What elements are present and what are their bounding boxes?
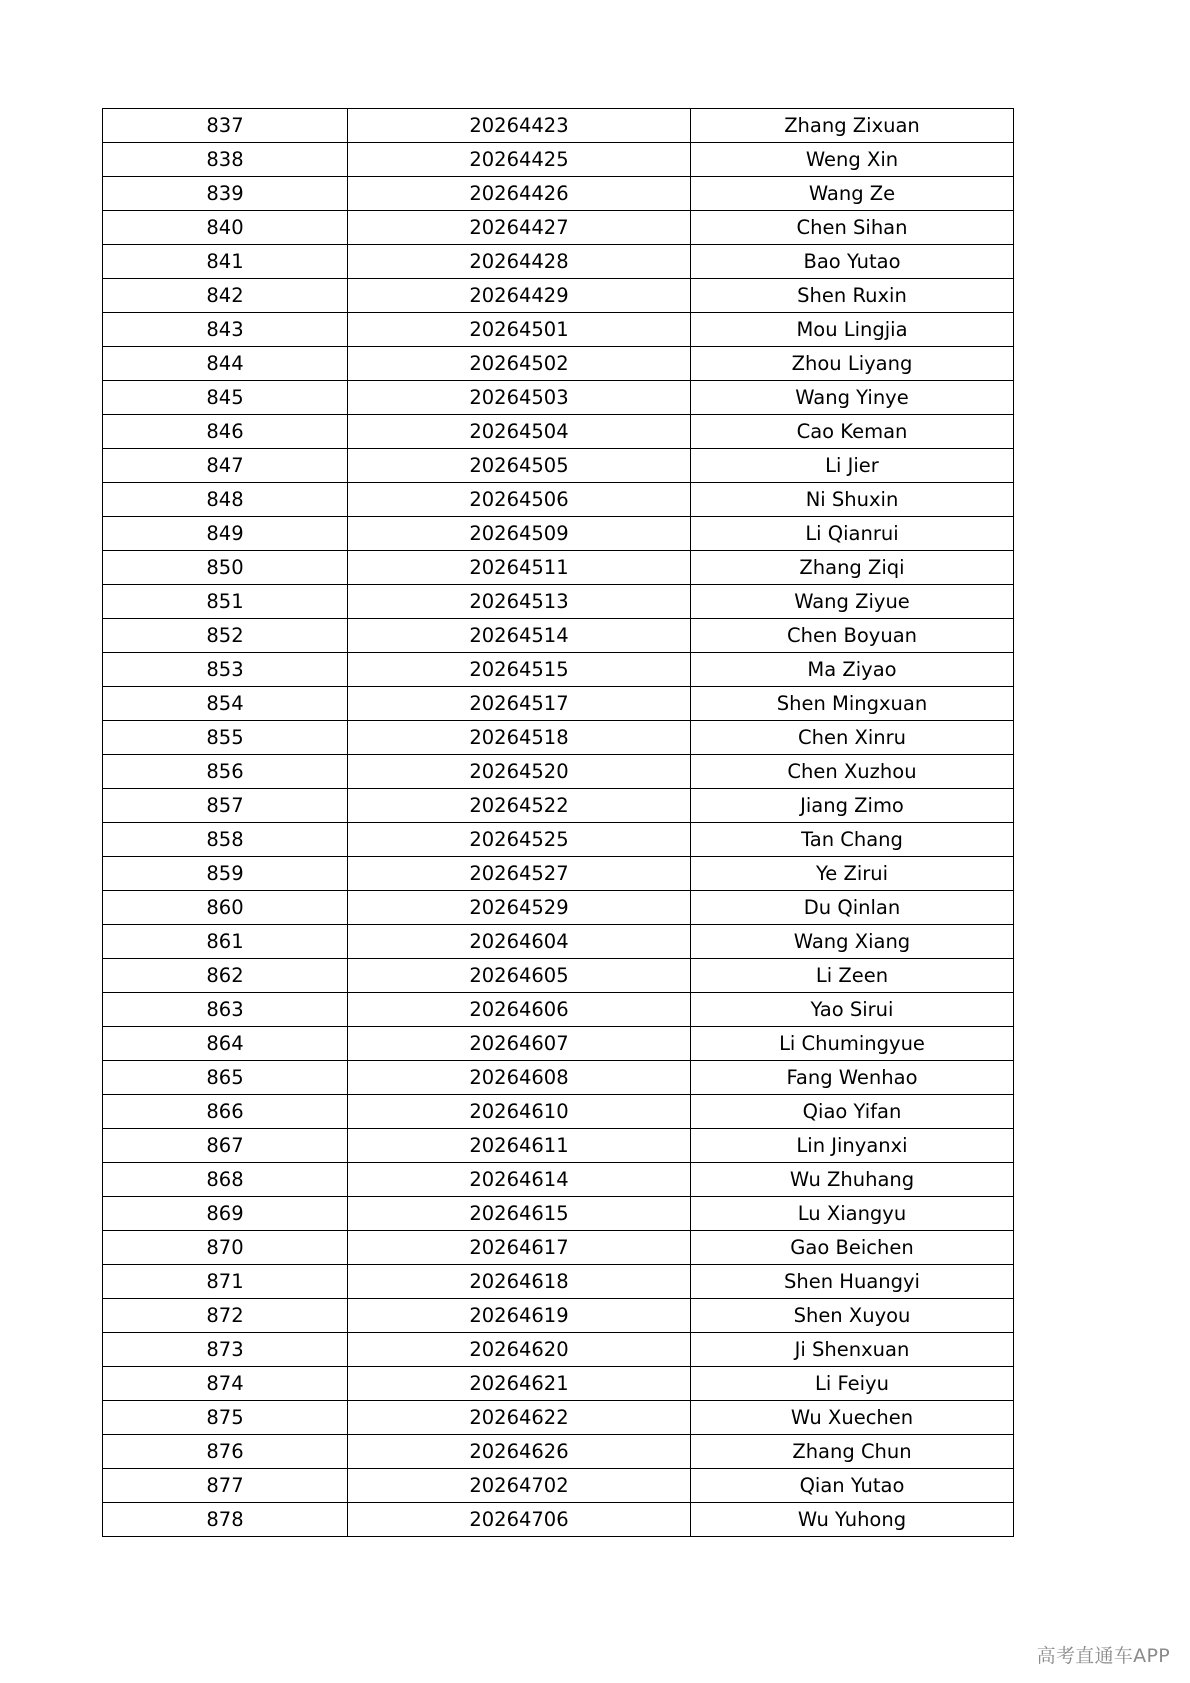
id-cell: 20264617 xyxy=(348,1231,691,1265)
id-cell: 20264429 xyxy=(348,279,691,313)
seq-cell: 845 xyxy=(103,381,348,415)
name-cell: Shen Ruxin xyxy=(691,279,1014,313)
seq-cell: 875 xyxy=(103,1401,348,1435)
name-cell: Chen Xinru xyxy=(691,721,1014,755)
id-cell: 20264518 xyxy=(348,721,691,755)
id-cell: 20264427 xyxy=(348,211,691,245)
id-cell: 20264614 xyxy=(348,1163,691,1197)
name-cell: Weng Xin xyxy=(691,143,1014,177)
seq-cell: 837 xyxy=(103,109,348,143)
name-cell: Qian Yutao xyxy=(691,1469,1014,1503)
id-cell: 20264605 xyxy=(348,959,691,993)
name-cell: Ni Shuxin xyxy=(691,483,1014,517)
table-row xyxy=(103,415,1014,449)
table-row xyxy=(103,789,1014,823)
table-row xyxy=(103,653,1014,687)
seq-cell: 839 xyxy=(103,177,348,211)
name-cell: Jiang Zimo xyxy=(691,789,1014,823)
table-row xyxy=(103,1197,1014,1231)
name-cell: Zhang Zixuan xyxy=(691,109,1014,143)
id-cell: 20264606 xyxy=(348,993,691,1027)
seq-cell: 840 xyxy=(103,211,348,245)
id-cell: 20264610 xyxy=(348,1095,691,1129)
id-cell: 20264520 xyxy=(348,755,691,789)
name-cell: Chen Boyuan xyxy=(691,619,1014,653)
table-row xyxy=(103,279,1014,313)
table-row xyxy=(103,959,1014,993)
name-cell: Wu Yuhong xyxy=(691,1503,1014,1537)
name-cell: Mou Lingjia xyxy=(691,313,1014,347)
name-cell: Lin Jinyanxi xyxy=(691,1129,1014,1163)
seq-cell: 838 xyxy=(103,143,348,177)
table-row xyxy=(103,925,1014,959)
name-cell: Cao Keman xyxy=(691,415,1014,449)
seq-cell: 869 xyxy=(103,1197,348,1231)
name-cell: Shen Huangyi xyxy=(691,1265,1014,1299)
table-row xyxy=(103,1265,1014,1299)
name-cell: Shen Mingxuan xyxy=(691,687,1014,721)
id-cell: 20264425 xyxy=(348,143,691,177)
name-cell: Li Chumingyue xyxy=(691,1027,1014,1061)
table-row xyxy=(103,687,1014,721)
name-cell: Zhou Liyang xyxy=(691,347,1014,381)
id-cell: 20264611 xyxy=(348,1129,691,1163)
name-cell: Chen Sihan xyxy=(691,211,1014,245)
name-cell: Wang Ze xyxy=(691,177,1014,211)
table-row xyxy=(103,381,1014,415)
seq-cell: 872 xyxy=(103,1299,348,1333)
table-row xyxy=(103,143,1014,177)
table-row xyxy=(103,177,1014,211)
seq-cell: 847 xyxy=(103,449,348,483)
name-cell: Du Qinlan xyxy=(691,891,1014,925)
table-row xyxy=(103,517,1014,551)
name-cell: Lu Xiangyu xyxy=(691,1197,1014,1231)
table-row xyxy=(103,1061,1014,1095)
name-cell: Zhang Ziqi xyxy=(691,551,1014,585)
seq-cell: 877 xyxy=(103,1469,348,1503)
id-cell: 20264604 xyxy=(348,925,691,959)
seq-cell: 858 xyxy=(103,823,348,857)
id-cell: 20264622 xyxy=(348,1401,691,1435)
seq-cell: 873 xyxy=(103,1333,348,1367)
name-cell: Yao Sirui xyxy=(691,993,1014,1027)
id-cell: 20264706 xyxy=(348,1503,691,1537)
name-cell: Li Zeen xyxy=(691,959,1014,993)
table-row xyxy=(103,1129,1014,1163)
id-cell: 20264607 xyxy=(348,1027,691,1061)
seq-cell: 855 xyxy=(103,721,348,755)
seq-cell: 861 xyxy=(103,925,348,959)
table-row xyxy=(103,619,1014,653)
id-cell: 20264502 xyxy=(348,347,691,381)
seq-cell: 864 xyxy=(103,1027,348,1061)
table-row xyxy=(103,1401,1014,1435)
seq-cell: 867 xyxy=(103,1129,348,1163)
seq-cell: 868 xyxy=(103,1163,348,1197)
name-cell: Ji Shenxuan xyxy=(691,1333,1014,1367)
id-cell: 20264514 xyxy=(348,619,691,653)
id-cell: 20264504 xyxy=(348,415,691,449)
seq-cell: 853 xyxy=(103,653,348,687)
id-cell: 20264426 xyxy=(348,177,691,211)
id-cell: 20264620 xyxy=(348,1333,691,1367)
table-row xyxy=(103,1469,1014,1503)
watermark-text: 高考直通车APP xyxy=(1036,1645,1170,1667)
table-row xyxy=(103,1299,1014,1333)
seq-cell: 846 xyxy=(103,415,348,449)
name-cell: Wang Xiang xyxy=(691,925,1014,959)
id-cell: 20264626 xyxy=(348,1435,691,1469)
name-cell: Bao Yutao xyxy=(691,245,1014,279)
seq-cell: 870 xyxy=(103,1231,348,1265)
id-cell: 20264619 xyxy=(348,1299,691,1333)
seq-cell: 856 xyxy=(103,755,348,789)
seq-cell: 842 xyxy=(103,279,348,313)
seq-cell: 851 xyxy=(103,585,348,619)
id-cell: 20264513 xyxy=(348,585,691,619)
seq-cell: 876 xyxy=(103,1435,348,1469)
name-cell: Li Jier xyxy=(691,449,1014,483)
id-cell: 20264515 xyxy=(348,653,691,687)
table-row xyxy=(103,1163,1014,1197)
name-cell: Ma Ziyao xyxy=(691,653,1014,687)
seq-cell: 863 xyxy=(103,993,348,1027)
seq-cell: 854 xyxy=(103,687,348,721)
id-cell: 20264702 xyxy=(348,1469,691,1503)
id-cell: 20264505 xyxy=(348,449,691,483)
seq-cell: 844 xyxy=(103,347,348,381)
seq-cell: 862 xyxy=(103,959,348,993)
table-row xyxy=(103,1231,1014,1265)
seq-cell: 859 xyxy=(103,857,348,891)
name-cell: Wang Yinye xyxy=(691,381,1014,415)
table-row xyxy=(103,585,1014,619)
seq-cell: 850 xyxy=(103,551,348,585)
seq-cell: 857 xyxy=(103,789,348,823)
name-cell: Qiao Yifan xyxy=(691,1095,1014,1129)
table-row xyxy=(103,1095,1014,1129)
id-cell: 20264428 xyxy=(348,245,691,279)
id-cell: 20264525 xyxy=(348,823,691,857)
seq-cell: 849 xyxy=(103,517,348,551)
id-cell: 20264423 xyxy=(348,109,691,143)
table-row xyxy=(103,109,1014,143)
id-cell: 20264511 xyxy=(348,551,691,585)
table-row xyxy=(103,993,1014,1027)
id-cell: 20264506 xyxy=(348,483,691,517)
seq-cell: 878 xyxy=(103,1503,348,1537)
roster-body xyxy=(103,109,1014,1537)
seq-cell: 860 xyxy=(103,891,348,925)
seq-cell: 874 xyxy=(103,1367,348,1401)
seq-cell: 852 xyxy=(103,619,348,653)
id-cell: 20264615 xyxy=(348,1197,691,1231)
id-cell: 20264522 xyxy=(348,789,691,823)
table-row xyxy=(103,347,1014,381)
seq-cell: 841 xyxy=(103,245,348,279)
table-row xyxy=(103,1367,1014,1401)
id-cell: 20264618 xyxy=(348,1265,691,1299)
table-row xyxy=(103,857,1014,891)
name-cell: Wu Zhuhang xyxy=(691,1163,1014,1197)
seq-cell: 871 xyxy=(103,1265,348,1299)
name-cell: Fang Wenhao xyxy=(691,1061,1014,1095)
name-cell: Gao Beichen xyxy=(691,1231,1014,1265)
name-cell: Chen Xuzhou xyxy=(691,755,1014,789)
table-row xyxy=(103,245,1014,279)
table-row xyxy=(103,483,1014,517)
table-row xyxy=(103,755,1014,789)
table-row xyxy=(103,891,1014,925)
name-cell: Ye Zirui xyxy=(691,857,1014,891)
name-cell: Li Feiyu xyxy=(691,1367,1014,1401)
table-row xyxy=(103,449,1014,483)
table-row xyxy=(103,551,1014,585)
id-cell: 20264529 xyxy=(348,891,691,925)
id-cell: 20264517 xyxy=(348,687,691,721)
seq-cell: 843 xyxy=(103,313,348,347)
id-cell: 20264501 xyxy=(348,313,691,347)
id-cell: 20264621 xyxy=(348,1367,691,1401)
seq-cell: 866 xyxy=(103,1095,348,1129)
table-row xyxy=(103,313,1014,347)
name-cell: Shen Xuyou xyxy=(691,1299,1014,1333)
name-cell: Li Qianrui xyxy=(691,517,1014,551)
id-cell: 20264503 xyxy=(348,381,691,415)
roster-table xyxy=(102,108,1014,1537)
table-row xyxy=(103,823,1014,857)
seq-cell: 865 xyxy=(103,1061,348,1095)
table-row xyxy=(103,1333,1014,1367)
name-cell: Wu Xuechen xyxy=(691,1401,1014,1435)
table-row xyxy=(103,211,1014,245)
seq-cell: 848 xyxy=(103,483,348,517)
table-row xyxy=(103,1503,1014,1537)
name-cell: Zhang Chun xyxy=(691,1435,1014,1469)
name-cell: Wang Ziyue xyxy=(691,585,1014,619)
table-row xyxy=(103,721,1014,755)
id-cell: 20264509 xyxy=(348,517,691,551)
table-row xyxy=(103,1435,1014,1469)
id-cell: 20264527 xyxy=(348,857,691,891)
id-cell: 20264608 xyxy=(348,1061,691,1095)
table-row xyxy=(103,1027,1014,1061)
name-cell: Tan Chang xyxy=(691,823,1014,857)
